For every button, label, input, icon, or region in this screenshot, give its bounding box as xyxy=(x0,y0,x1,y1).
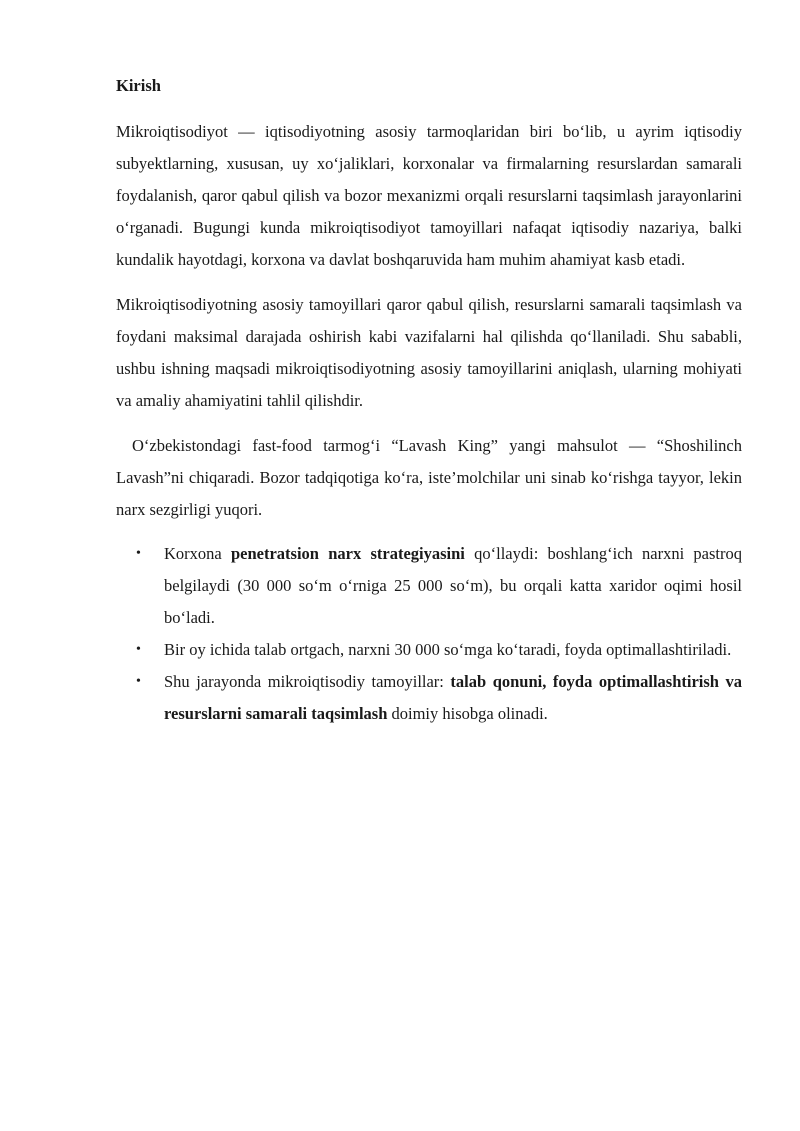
list-item xyxy=(136,634,742,666)
document-page xyxy=(116,70,742,730)
list-item-text: Shu jarayonda mikroiqtisodiy tamoyillar: xyxy=(164,672,451,691)
paragraph-principles: Mikroiqtisodiyotning asosiy tamoyillari qaror qabul qilish, resurslarni samarali taqsimlash va foydani maksimal darajada oshirish kabi vazifalarni hal qilishda qo‘llaniladi. Shu sababli, ushbu ishning maqsadi mikroiqtisodiyotning asosiy tamoyillarini aniqlash, ularning mohiyati va amaliy ahamiyatini tahlil qilishdir. xyxy=(116,295,742,410)
paragraph-intro: Mikroiqtisodiyot — iqtisodiyotning asosiy tarmoqlaridan biri bo‘lib, u ayrim iqtisodiy subyektlarning, xususan, uy xo‘jaliklari, korxonalar va firmalarning resurslardan samarali foydalanish, qaror qabul qilish va bozor mexanizmi orqali resurslarni taqsimlash jarayonlarini o‘rganadi. Bugungi kunda mikroiqtisodiyot tamoyillari nafaqat iqtisodiy nazariya, balki kundalik hayotdagi, korxona va davlat boshqaruvida ham muhim ahamiyat kasb etadi. xyxy=(116,122,742,269)
list-item xyxy=(136,538,742,634)
list-item-text-tail: qo‘llaydi: boshlang‘ich narxni pastroq belgilaydi (30 000 so‘m o‘rniga 25 000 so‘m), bu orqali katta xaridor oqimi hosil bo‘ladi. xyxy=(164,544,742,627)
list-item-bold-text: talab qonuni, foyda optimallashtirish va resurslarni samarali taqsimlash xyxy=(164,672,742,723)
list-item xyxy=(136,666,742,730)
bullet-icon: • xyxy=(136,674,141,689)
list-item-text: Korxona xyxy=(164,544,231,563)
list-item-bold-text: penetratsion narx strategiyasini xyxy=(230,544,465,563)
section-heading: Kirish xyxy=(116,76,161,95)
list-item-text: Bir oy ichida talab ortgach, narxni 30 000 so‘mga ko‘taradi, foyda optimallashtiriladi. xyxy=(164,640,732,659)
list-item-text-tail: doimiy hisobga olinadi. xyxy=(387,704,548,723)
paragraph-case-study: O‘zbekistondagi fast-food tarmog‘i “Lavash King” yangi mahsulot — “Shoshilinch Lavash”ni chiqaradi. Bozor tadqiqotiga ko‘ra, iste’molchilar uni sinab ko‘rishga tayyor, lekin narx sezgirligi yuqori. xyxy=(116,436,742,519)
bullet-icon: • xyxy=(136,546,141,561)
bullet-icon: • xyxy=(136,642,141,657)
bullet-list xyxy=(116,538,742,730)
